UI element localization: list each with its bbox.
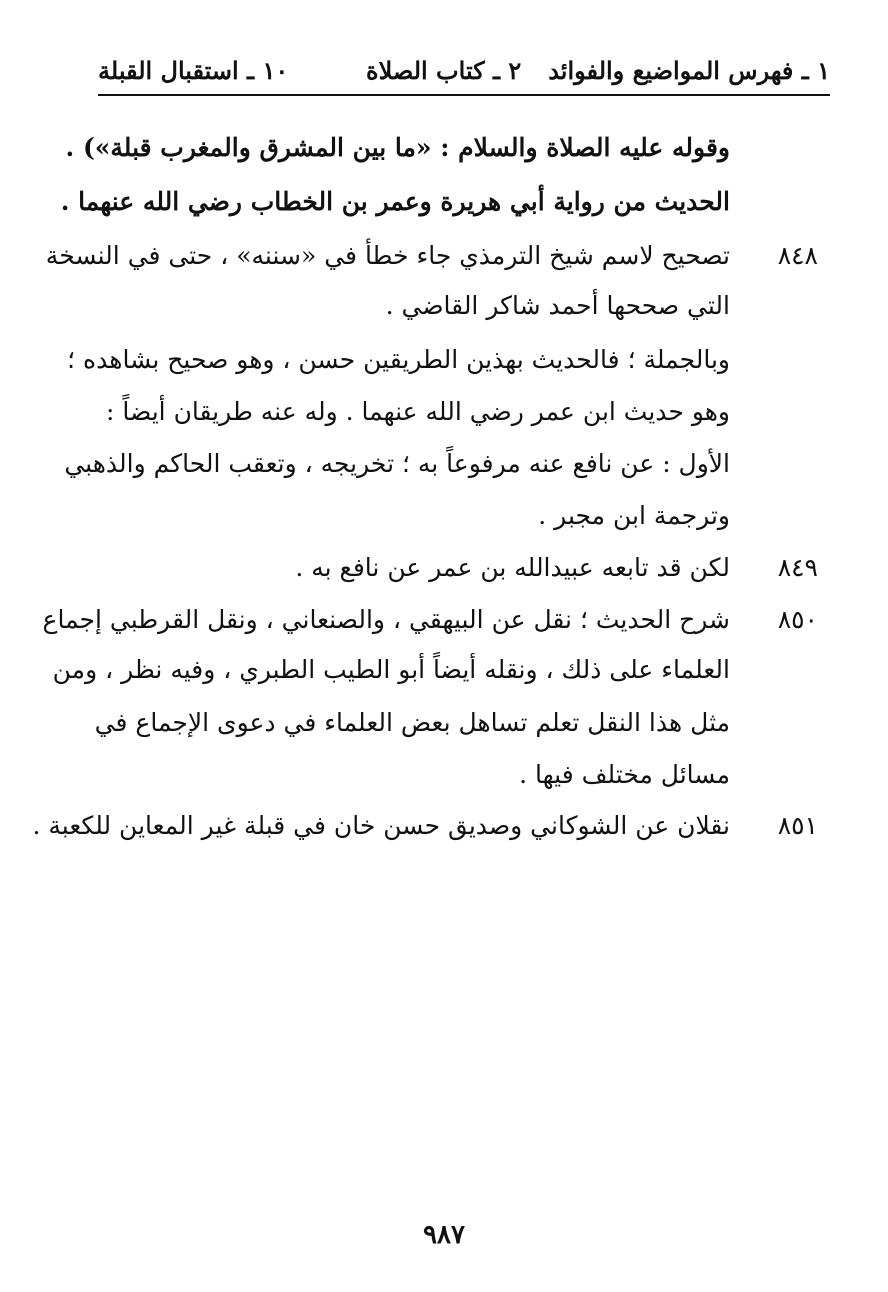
entry-text-line: تصحيح لاسم شيخ الترمذي جاء خطأ في «سننه» ، حتى في النسخة bbox=[45, 241, 730, 270]
running-header bbox=[98, 52, 830, 96]
entry-text-line: وهو حديث ابن عمر رضي الله عنهما . وله عنه طريقان أيضاً : bbox=[106, 397, 730, 426]
header-book-title: ٢ ـ كتاب الصلاة bbox=[366, 56, 522, 85]
entry-text-line: التي صححها أحمد شاكر القاضي . bbox=[385, 291, 730, 320]
entry-number: ٨٤٨ bbox=[777, 241, 818, 270]
page-number: ٩٨٧ bbox=[423, 1220, 465, 1250]
entry-text-line: لكن قد تابعه عبيدالله بن عمر عن نافع به . bbox=[295, 553, 730, 582]
entry-text-line: الأول : عن نافع عنه مرفوعاً به ؛ تخريجه ، وتعقب الحاكم والذهبي bbox=[64, 449, 730, 478]
entry-number: ٨٤٩ bbox=[777, 553, 818, 582]
header-chapter-title: ١٠ ـ استقبال القبلة bbox=[98, 56, 289, 85]
entry-text-line: وقوله عليه الصلاة والسلام : «ما بين المشرق والمغرب قبلة») . bbox=[65, 133, 730, 162]
header-index-title: ١ ـ فهرس المواضيع والفوائد bbox=[548, 56, 830, 85]
entry-number: ٨٥١ bbox=[777, 811, 818, 840]
entry-number: ٨٥٠ bbox=[777, 605, 818, 634]
entry-text-line: وترجمة ابن مجبر . bbox=[538, 501, 730, 530]
entry-text-line: مسائل مختلف فيها . bbox=[519, 760, 730, 789]
entry-text-line: الحديث من رواية أبي هريرة وعمر بن الخطاب رضي الله عنهما . bbox=[60, 187, 730, 216]
entry-text-line: مثل هذا النقل تعلم تساهل بعض العلماء في دعوى الإجماع في bbox=[94, 708, 730, 737]
entry-text-line: نقلان عن الشوكاني وصديق حسن خان في قبلة غير المعاين للكعبة . bbox=[32, 811, 730, 840]
entry-text-line: شرح الحديث ؛ نقل عن البيهقي ، والصنعاني ، ونقل القرطبي إجماع bbox=[42, 605, 730, 634]
entry-text-line: وبالجملة ؛ فالحديث بهذين الطريقين حسن ، وهو صحيح بشاهده ؛ bbox=[67, 345, 730, 374]
entry-text-line: العلماء على ذلك ، ونقله أيضاً أبو الطيب الطبري ، وفيه نظر ، ومن bbox=[52, 655, 730, 684]
